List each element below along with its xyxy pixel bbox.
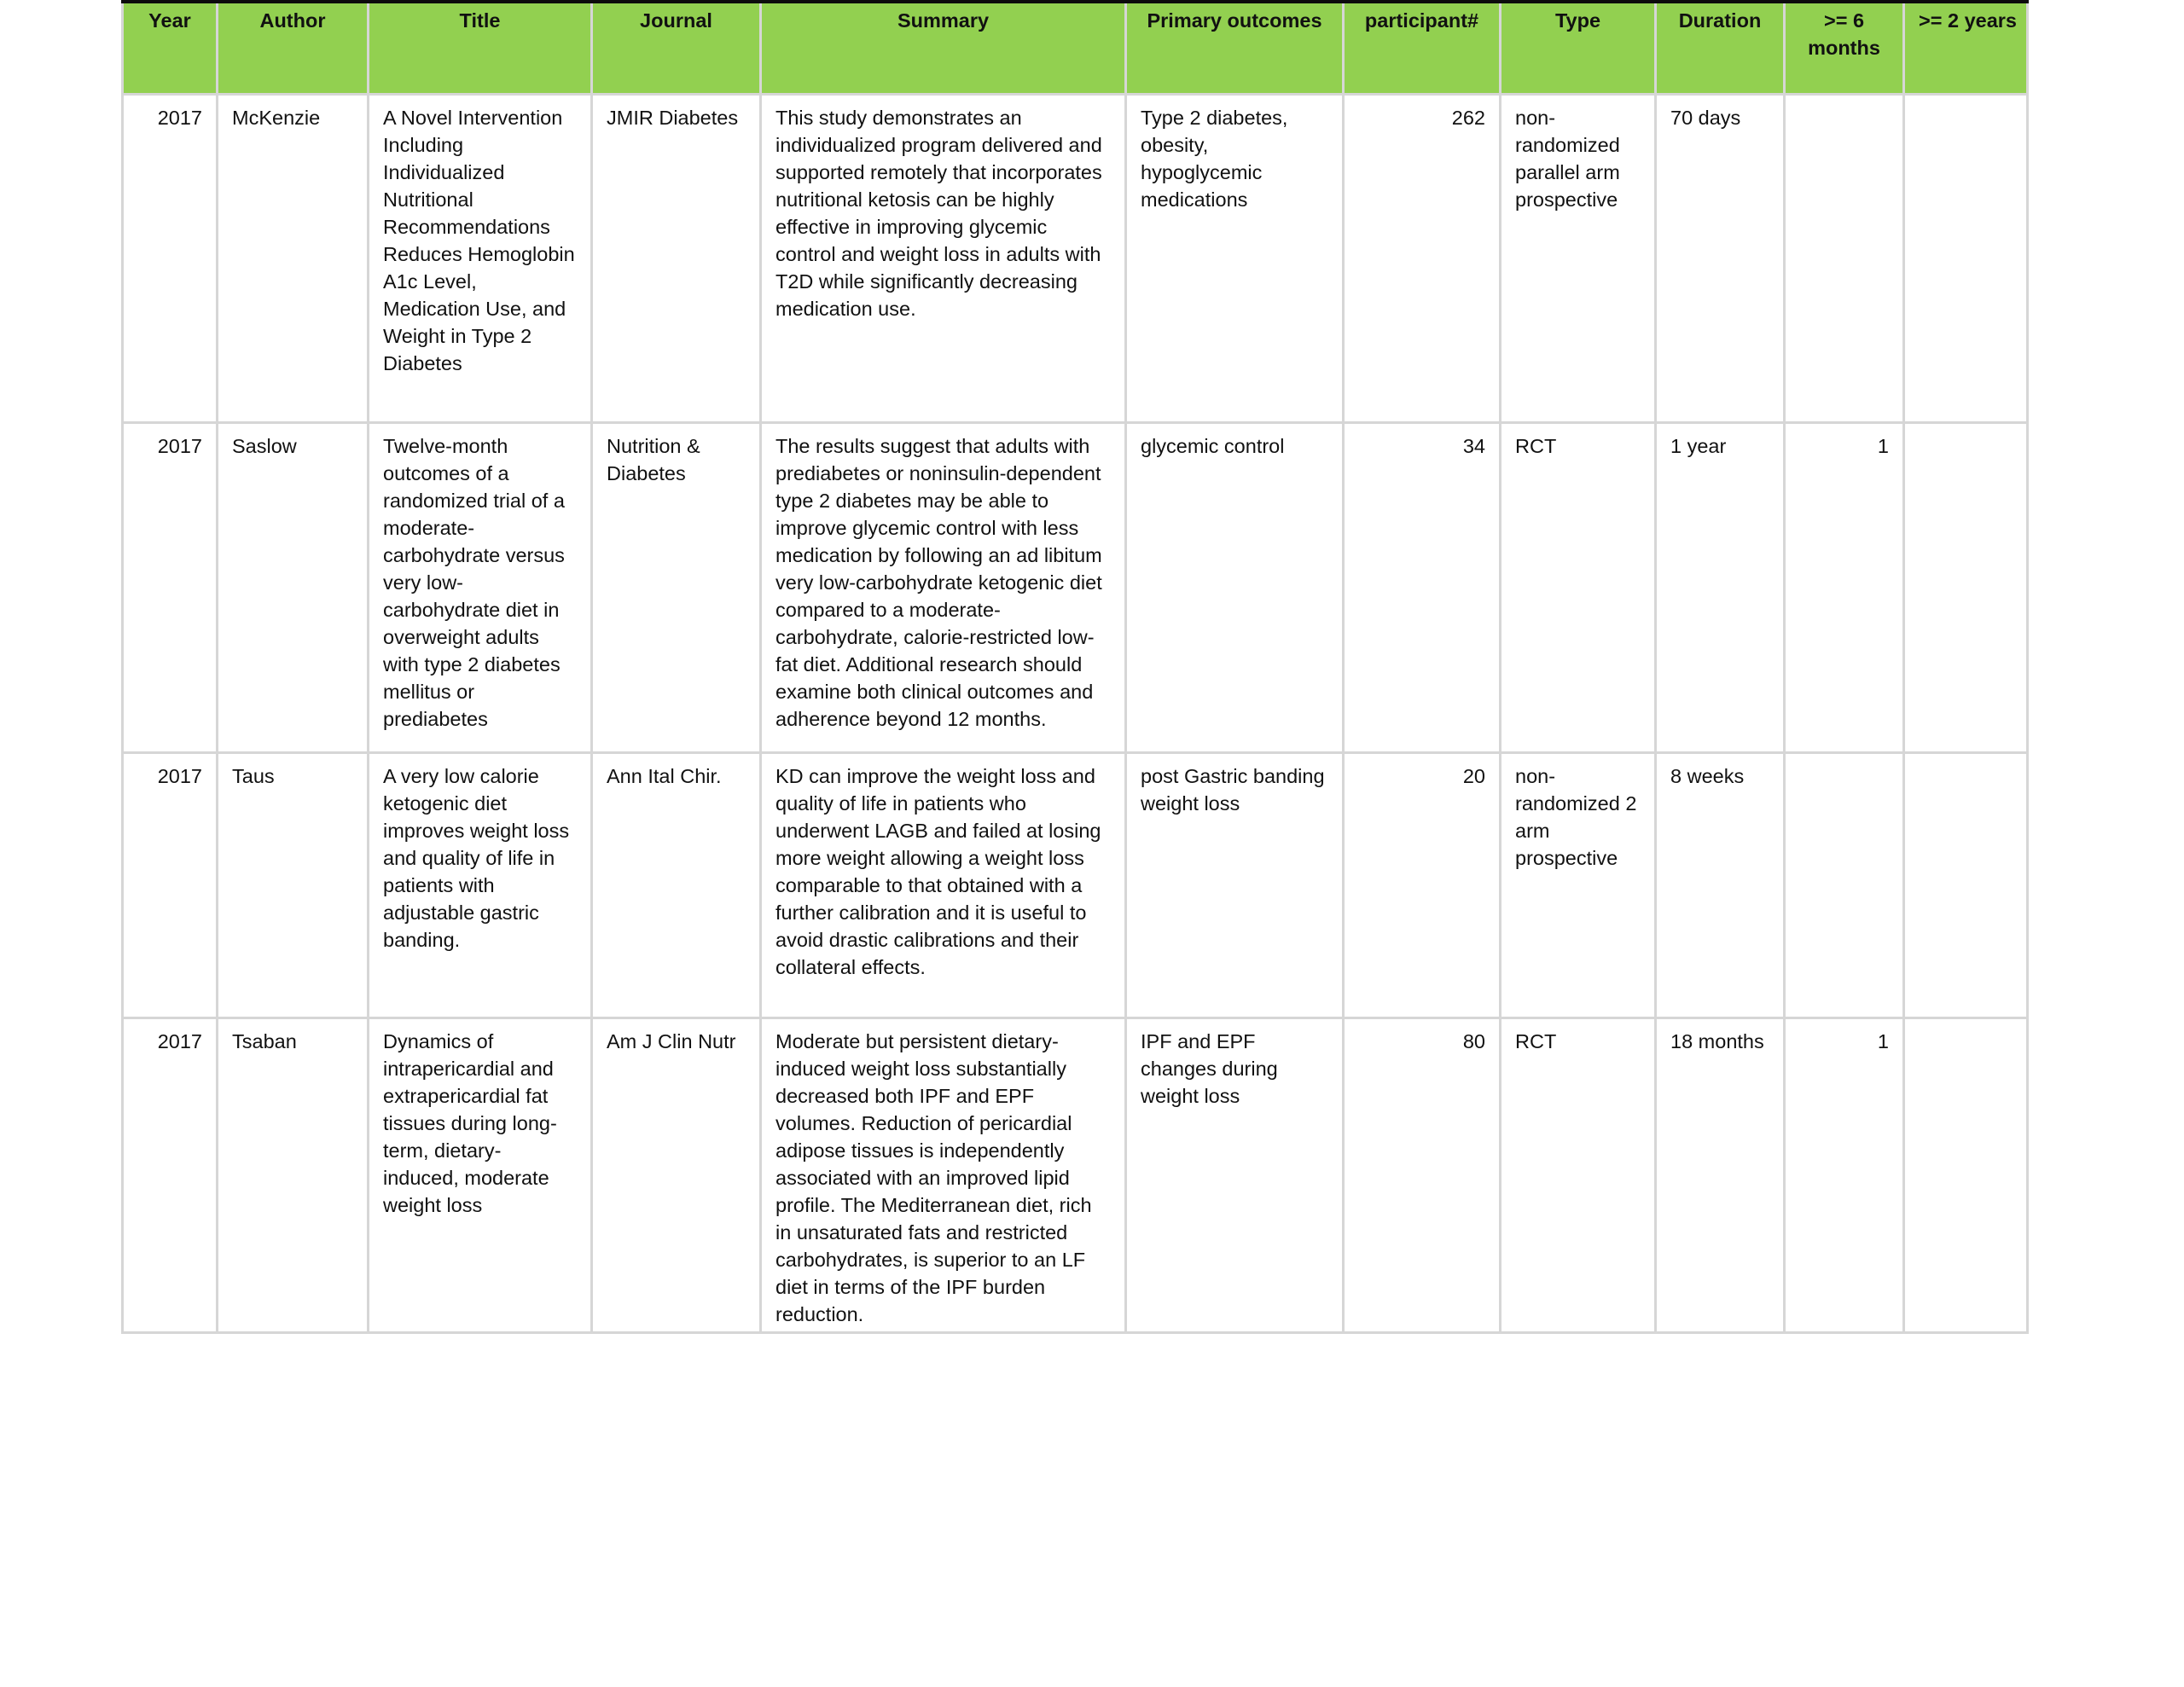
study-table-container [121, 0, 2026, 1334]
table-row [123, 1017, 2028, 1332]
cell-author: Saslow [218, 422, 369, 752]
cell-participants: 80 [1344, 1017, 1501, 1332]
cell-primary-outcomes: glycemic control [1126, 422, 1344, 752]
cell-type: non-randomized parallel arm prospective [1501, 94, 1656, 422]
cell-type: RCT [1501, 422, 1656, 752]
cell-primary-outcomes: post Gastric banding weight loss [1126, 752, 1344, 1017]
cell-two-years [1904, 94, 2028, 422]
cell-six-months: 1 [1785, 1017, 1904, 1332]
cell-two-years [1904, 1017, 2028, 1332]
cell-six-months [1785, 752, 1904, 1017]
cell-two-years [1904, 422, 2028, 752]
cell-type: non-randomized 2 arm prospective [1501, 752, 1656, 1017]
cell-summary: This study demonstrates an individualized program delivered and supported remotely that incorporates nutritional ketosis can be highly effective in improving glycemic control and weight loss in adults with T2D while significantly decreasing medication use. [761, 94, 1126, 422]
header-type: Type [1501, 2, 1656, 94]
header-author: Author [218, 2, 369, 94]
header-six-months: >= 6 months [1785, 2, 1904, 94]
header-summary: Summary [761, 2, 1126, 94]
cell-participants: 34 [1344, 422, 1501, 752]
cell-journal: JMIR Diabetes [592, 94, 761, 422]
cell-author: Tsaban [218, 1017, 369, 1332]
cell-author: McKenzie [218, 94, 369, 422]
header-year: Year [123, 2, 218, 94]
header-title: Title [369, 2, 592, 94]
cell-year: 2017 [123, 1017, 218, 1332]
cell-title: Dynamics of intrapericardial and extrapericardial fat tissues during long-term, dietary-induced, moderate weight loss [369, 1017, 592, 1332]
cell-summary: The results suggest that adults with prediabetes or noninsulin-dependent type 2 diabetes may be able to improve glycemic control with less medication by following an ad libitum very low-carbohydrate ketogenic diet compared to a moderate-carbohydrate, calorie-restricted low-fat diet. Additional research should examine both clinical outcomes and adherence beyond 12 months. [761, 422, 1126, 752]
header-duration: Duration [1656, 2, 1785, 94]
studies-table [121, 0, 2029, 1334]
cell-six-months [1785, 94, 1904, 422]
cell-title: Twelve-month outcomes of a randomized trial of a moderate-carbohydrate versus very low-carbohydrate diet in overweight adults with type 2 diabetes mellitus or prediabetes [369, 422, 592, 752]
header-participants: participant# [1344, 2, 1501, 94]
cell-primary-outcomes: Type 2 diabetes, obesity, hypoglycemic medications [1126, 94, 1344, 422]
cell-year: 2017 [123, 94, 218, 422]
cell-title: A Novel Intervention Including Individualized Nutritional Recommendations Reduces Hemoglobin A1c Level, Medication Use, and Weight in Type 2 Diabetes [369, 94, 592, 422]
cell-author: Taus [218, 752, 369, 1017]
cell-type: RCT [1501, 1017, 1656, 1332]
cell-journal: Ann Ital Chir. [592, 752, 761, 1017]
cell-duration: 18 months [1656, 1017, 1785, 1332]
cell-duration: 8 weeks [1656, 752, 1785, 1017]
table-row [123, 752, 2028, 1017]
cell-participants: 20 [1344, 752, 1501, 1017]
cell-participants: 262 [1344, 94, 1501, 422]
cell-summary: Moderate but persistent dietary-induced weight loss substantially decreased both IPF and EPF volumes. Reduction of pericardial adipose tissues is independently associated with an improved lipid profile. The Mediterranean diet, rich in unsaturated fats and restricted carbohydrates, is superior to an LF diet in terms of the IPF burden reduction. [761, 1017, 1126, 1332]
cell-six-months: 1 [1785, 422, 1904, 752]
cell-journal: Nutrition & Diabetes [592, 422, 761, 752]
table-row [123, 94, 2028, 422]
header-two-years: >= 2 years [1904, 2, 2028, 94]
cell-duration: 1 year [1656, 422, 1785, 752]
cell-two-years [1904, 752, 2028, 1017]
cell-primary-outcomes: IPF and EPF changes during weight loss [1126, 1017, 1344, 1332]
cell-journal: Am J Clin Nutr [592, 1017, 761, 1332]
cell-year: 2017 [123, 752, 218, 1017]
cell-title: A very low calorie ketogenic diet improves weight loss and quality of life in patients with adjustable gastric banding. [369, 752, 592, 1017]
cell-duration: 70 days [1656, 94, 1785, 422]
cell-summary: KD can improve the weight loss and quality of life in patients who underwent LAGB and failed at losing more weight allowing a weight loss comparable to that obtained with a further calibration and it is useful to avoid drastic calibrations and their collateral effects. [761, 752, 1126, 1017]
header-primary-outcomes: Primary outcomes [1126, 2, 1344, 94]
header-journal: Journal [592, 2, 761, 94]
cell-year: 2017 [123, 422, 218, 752]
table-row [123, 422, 2028, 752]
header-row [123, 2, 2028, 94]
